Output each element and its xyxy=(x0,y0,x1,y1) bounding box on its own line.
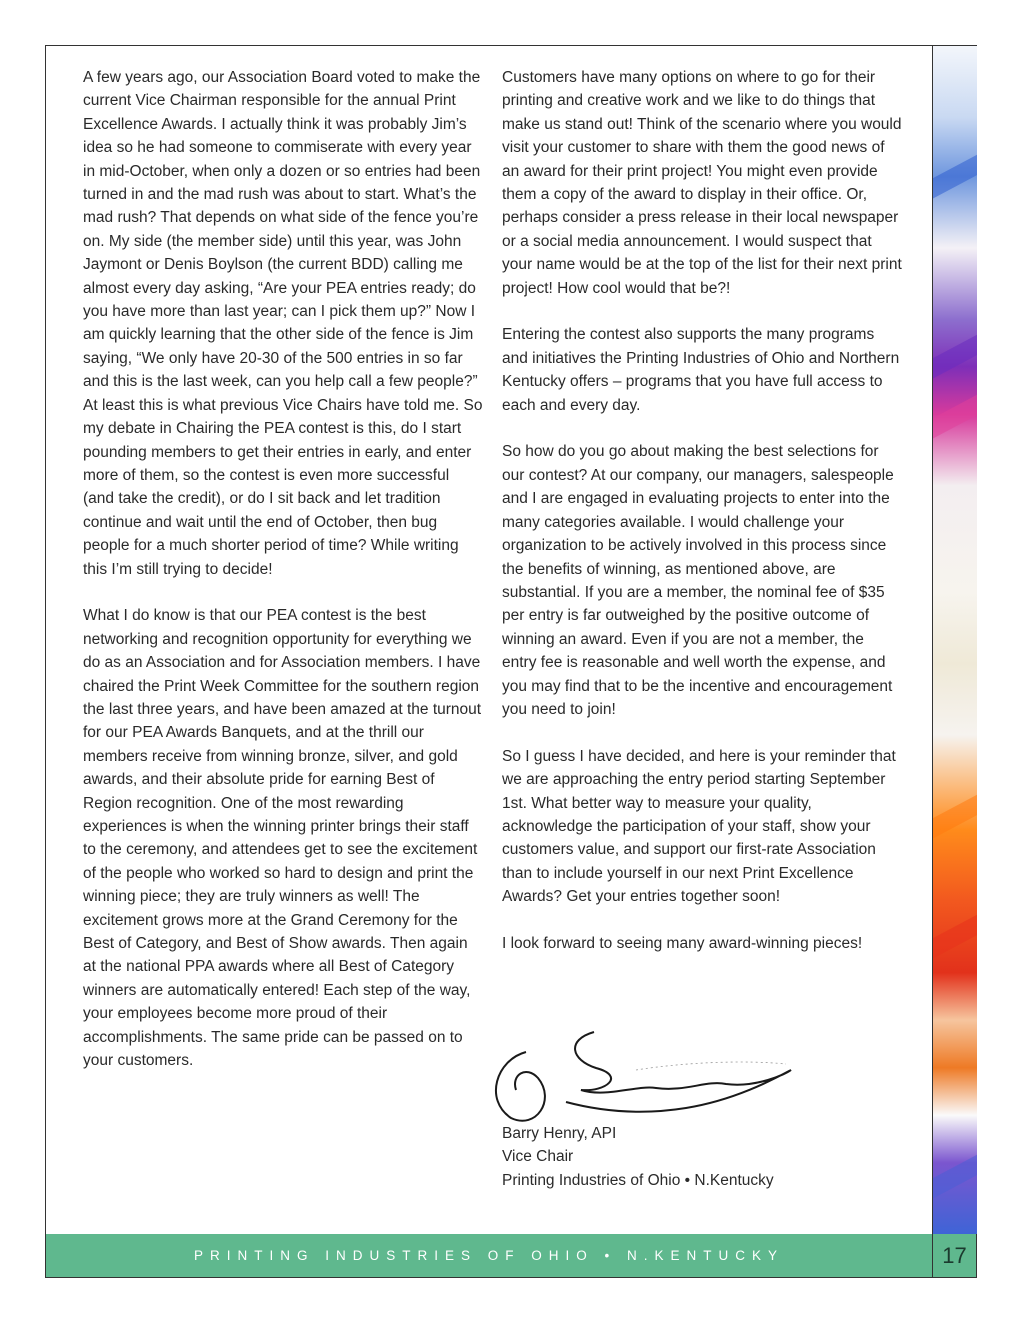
signer-organization: Printing Industries of Ohio • N.Kentucky xyxy=(502,1171,774,1189)
right-paragraph-1: Customers have many options on where to go for their printing and creative work and we like to do things that make us stand out! Think of the scenario where you would visit your customer to share with them the good news of an award for their print project! You might even provide them a copy of the award to display in their office. Or, perhaps consider a press release in their local newspaper or a social media announcement. I would suspect that your name would be at the top of the list for their next print project! How cool would that be?! xyxy=(502,69,902,297)
signature-image xyxy=(486,1030,806,1130)
signoff-block xyxy=(502,1122,774,1192)
right-paragraph-4: So I guess I have decided, and here is your reminder that we are approaching the entry period starting September 1st. What better way to measure your quality, acknowledge the participation of your staff, show your customers value, and support our first-rate Association than to include yourself in our next Print Excellence Awards? Get your entries together soon! xyxy=(502,747,896,906)
signer-name: Barry Henry, API xyxy=(502,1125,617,1142)
decorative-art-strip xyxy=(932,46,977,1234)
art-streak xyxy=(932,151,977,200)
right-paragraph-2: Entering the contest also supports the many programs and initiatives the Printing Industries of Ohio and Northern Kentucky offers – programs that you have full access to each and every day. xyxy=(502,326,900,414)
left-paragraph-1: A few years ago, our Association Board voted to make the current Vice Chairman responsible for the annual Print Excellence Awards. I actually think it was probably Jim’s idea so he had someone to commiserate with every year in mid-October, when only a dozen or so entries had been turned in and the mad rush was about to start. What’s the mad rush? That depends on what side of the fence you’re on. My side (the member side) until this year, was John Jaymont or Denis Boylson (the current BDD) calling me almost every day asking, “Are your PEA entries ready; do you have more than last year; can I pick them up?” Now I am quickly learning that the other side of the fence is Jim saying, “We only have 20-30 of the 500 entries in so far and this is the last week, can you help call a few people?” At least this is what previous Vice Chairs have told me. So my debate in Chairing the PEA contest is this, do I start pounding members to get their entries in early, and enter more of them, so the contest is even more successful (and take the credit), or do I sit back and let tradition continue and wait until the end of October, then bug people for a much shorter period of time? While writing this I’m still trying to decide! xyxy=(83,69,483,578)
right-paragraph-5: I look forward to seeing many award-winning pieces! xyxy=(502,934,863,952)
right-paragraph-3: So how do you go about making the best selections for our contest? At our company, our managers, salespeople and I are engaged in evaluating projects to enter into the many categories available. I would challenge your organization to be actively involved in this process since the benefits of winning, as mentioned above, are substantial. If you are a member, the nominal fee of $35 per entry is far outweighed by the positive outcome of winning an award. Even if you are not a member, the entry fee is reasonable and well worth the expense, and you may find that to be the incentive and encouragement you need to join! xyxy=(502,443,894,718)
left-column xyxy=(83,66,483,1096)
signer-title: Vice Chair xyxy=(502,1148,574,1166)
page-number: 17 xyxy=(932,1234,976,1277)
art-streak xyxy=(932,391,977,440)
left-paragraph-2: What I do know is that our PEA contest is the best networking and recognition opportunity for everything we do as an Association and for Association members. I have chaired the Print Week Committee for the southern region the last three years, and have been amazed at the turnout for our PEA Awards Banquets, and at the thrill our members receive from winning bronze, silver, and gold awards, and their absolute pride for earning Best of Region recognition. One of the most rewarding experiences is when the winning printer brings their staff to the ceremony, and attendees get to see the excitement of the people who worked so hard to design and print the winning piece; they are truly winners as well! The excitement grows more at the Grand Ceremony for the Best of Category, and Best of Show awards. Then again at the national PPA awards where all Best of Category winners are automatically entered! Each step of the way, your employees become more proud of their accomplishments. The same pride can be passed on to your customers. xyxy=(83,607,482,1070)
art-streak xyxy=(932,791,977,840)
right-column xyxy=(502,66,902,979)
art-streak xyxy=(932,911,977,960)
art-streak xyxy=(932,1151,977,1200)
footer-bar xyxy=(46,1234,932,1277)
art-streak xyxy=(932,331,977,380)
footer-text: PRINTING INDUSTRIES OF OHIO • N.KENTUCKY xyxy=(194,1248,784,1263)
